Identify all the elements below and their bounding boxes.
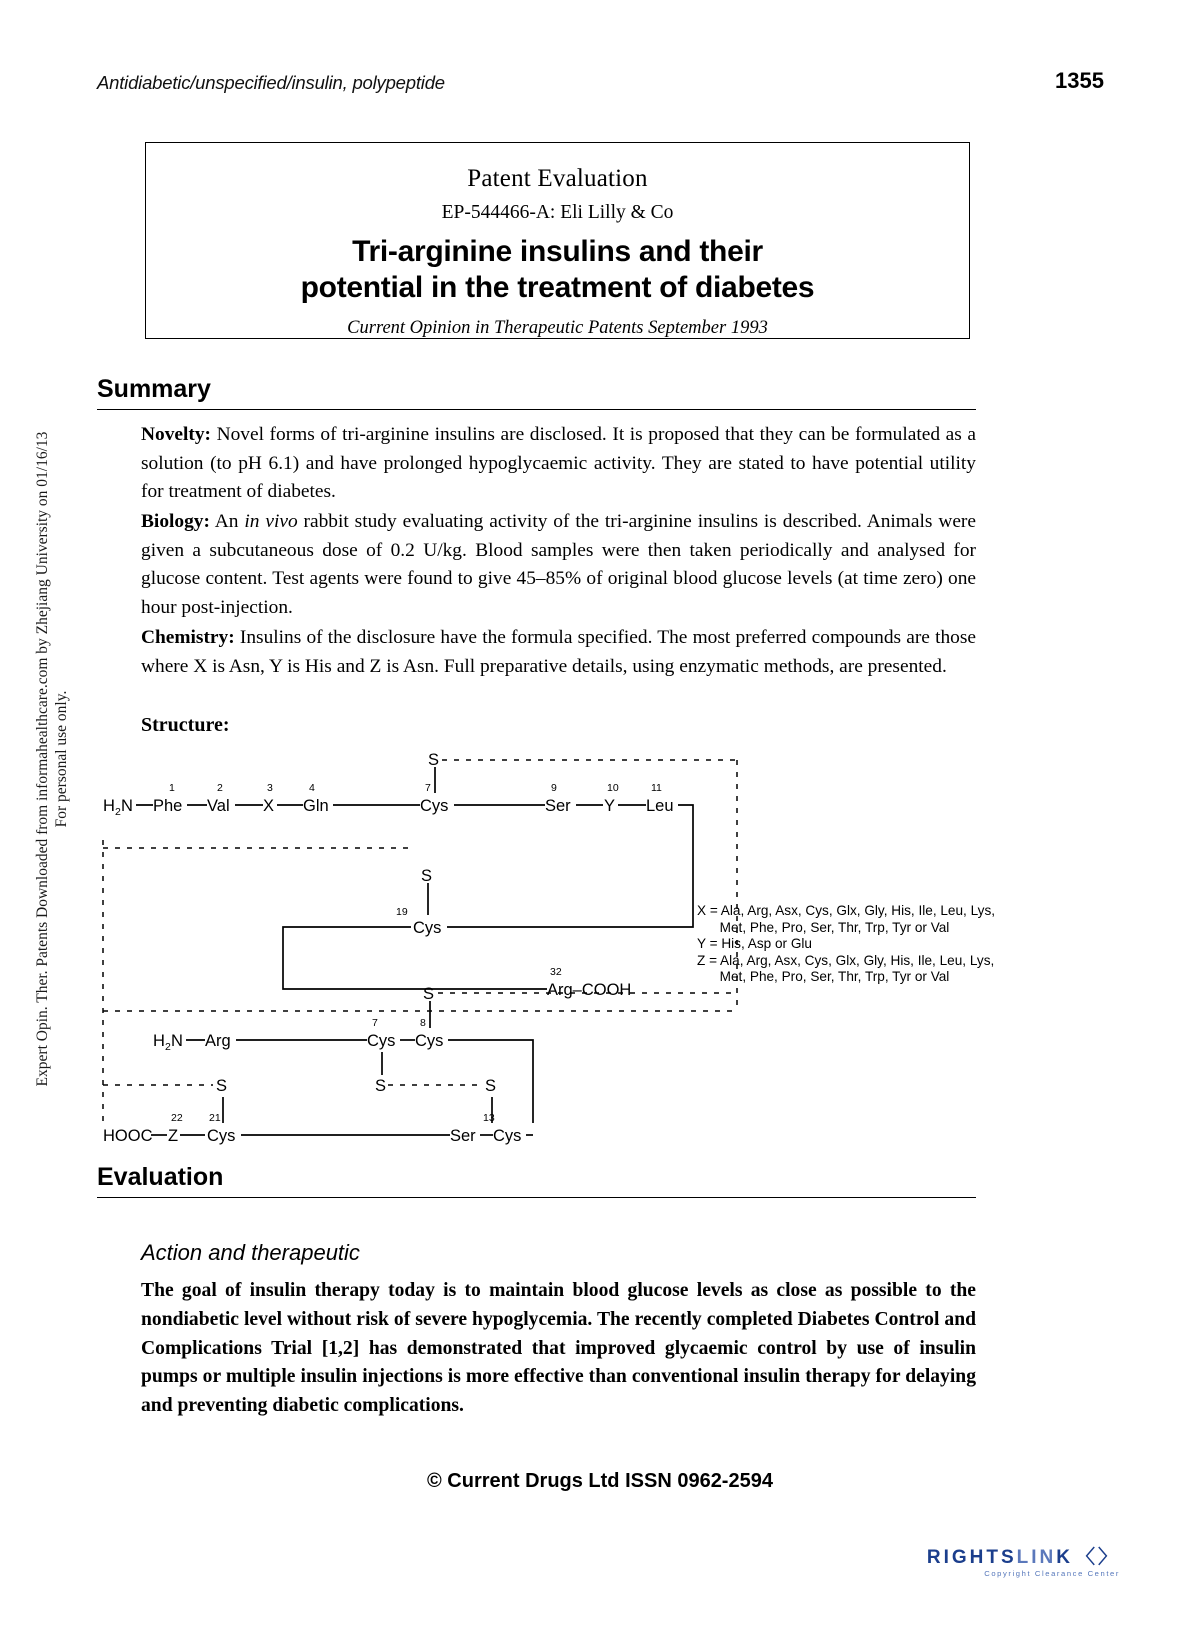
summary-rule: [97, 409, 976, 410]
residue-cys-b21: Cys: [207, 1127, 236, 1145]
rightslink-wordmark: [927, 1548, 1120, 1567]
residue-cys-b13: Cys: [493, 1127, 522, 1145]
legend-x-line2: Met, Phe, Pro, Ser, Thr, Trp, Tyr or Val: [697, 919, 950, 935]
legend-z-line1: Z = Ala, Arg, Asx, Cys, Glx, Gly, His, Ile, Leu, Lys,: [697, 952, 995, 968]
residue-num-9: 9: [551, 782, 557, 794]
chemistry-label: Chemistry:: [141, 627, 235, 648]
residue-cys-a7: Cys: [420, 797, 449, 815]
running-head: Antidiabetic/unspecified/insulin, polypeptide: [97, 72, 445, 93]
biology-text-a: An: [209, 511, 245, 532]
structure-legend: [697, 903, 995, 986]
residue-gln: Gln: [303, 797, 329, 815]
residue-num-32: 32: [550, 966, 562, 978]
chain-a-n-terminus-sub: 2: [115, 806, 121, 818]
residue-num-19: 19: [396, 906, 408, 918]
residue-cys-b8: Cys: [415, 1032, 444, 1050]
patent-title: [146, 234, 969, 306]
novelty-text: Novel forms of tri-arginine insulins are disclosed. It is proposed that they can be formulated as a solution (to pH 6.1) and have prolonged hypoglycaemic activity. They are stated to have potential utility for treatment of diabetes.: [141, 424, 976, 503]
rightslink-word-light: LIN: [1016, 1547, 1057, 1568]
action-and-therapeutic-subhead: Action and therapeutic: [141, 1240, 360, 1265]
residue-ser-a9: Ser: [545, 797, 571, 815]
sulfur-a19: S: [421, 867, 433, 885]
residue-num-13: 13: [483, 1112, 495, 1124]
copyright-footer: © Current Drugs Ltd ISSN 0962-2594: [427, 1470, 773, 1492]
evaluation-body-paragraph: The goal of insulin therapy today is to maintain blood glucose levels as close as possible to the nondiabetic level without risk of severe hypoglycemia. The recently completed Diabetes Control and Complications Trial [1,2] has demonstrated that improved glycaemic control by use of insulin pumps or multiple insulin injections is more effective than conventional insulin therapy for delaying and preventing diabetic complications.: [141, 1280, 976, 1417]
biology-italic-term: in vivo: [244, 511, 298, 532]
residue-arg-b1: Arg: [205, 1032, 231, 1050]
residue-y: Y: [604, 797, 616, 815]
rightslink-subtitle: Copyright Clearance Center: [984, 1569, 1120, 1578]
patent-evaluation-kicker: Patent Evaluation: [467, 165, 648, 192]
download-watermark-line2: For personal use only.: [53, 690, 70, 828]
residue-ser-b: Ser: [450, 1127, 476, 1145]
residue-num-3: 3: [267, 782, 273, 794]
residue-phe: Phe: [153, 797, 183, 815]
evaluation-rule: [97, 1197, 976, 1198]
evaluation-heading: Evaluation: [97, 1163, 224, 1191]
summary-heading: Summary: [97, 375, 211, 403]
patent-title-line1: Tri-arginine insulins and their: [352, 235, 763, 268]
residue-cys-a19: Cys: [413, 919, 442, 937]
chain-b-c-terminus: HOOC: [103, 1127, 153, 1145]
sulfur-b8: S: [423, 985, 435, 1003]
novelty-paragraph: [141, 421, 976, 507]
biology-label: Biology:: [141, 511, 210, 532]
residue-num-11: 11: [651, 782, 662, 794]
novelty-label: Novelty:: [141, 424, 211, 445]
residue-num-4: 4: [309, 782, 315, 794]
download-watermark-line1: Expert Opin. Ther. Patents Downloaded from informahealthcare.com by Zhejiang University on 01/16/13: [34, 431, 51, 1087]
residue-num-b7: 7: [372, 1017, 378, 1029]
legend-z-line2: Met, Phe, Pro, Ser, Thr, Trp, Tyr or Val: [697, 969, 950, 984]
chain-a-n-terminus: H: [103, 797, 115, 815]
patent-number-assignee: EP-544466-A: Eli Lilly & Co: [441, 202, 674, 223]
journal-citation: Current Opinion in Therapeutic Patents September 1993: [347, 318, 768, 338]
download-watermark: [33, 389, 71, 1129]
residue-val: Val: [207, 797, 230, 815]
residue-num-2: 2: [217, 782, 223, 794]
residue-num-7: 7: [425, 782, 431, 794]
residue-x: X: [263, 797, 275, 815]
residue-num-21: 21: [209, 1112, 221, 1124]
page-number: 1355: [1055, 68, 1104, 93]
sulfur-b13: S: [485, 1077, 497, 1095]
biology-paragraph: [141, 508, 976, 622]
structure-label: Structure:: [141, 714, 230, 736]
sulfur-b7: S: [375, 1077, 387, 1095]
residue-cys-b7: Cys: [367, 1032, 396, 1050]
biology-text-b: rabbit study evaluating activity of the tri-arginine insulins is described. Animals were given a subcutaneous dose of 0.2 U/kg. Blood samples were then taken periodically and analysed for glucose content. Test agents were found to give 45–85% of original blood glucose levels (at time zero) one hour post-injection.: [141, 511, 976, 618]
patent-title-box: [145, 142, 970, 339]
residue-z: Z: [168, 1127, 179, 1145]
residue-num-1: 1: [169, 782, 175, 794]
chemistry-paragraph: [141, 624, 976, 681]
chain-b-n-terminus-n: N: [171, 1032, 183, 1050]
rightslink-logo[interactable]: [927, 1548, 1120, 1578]
residue-num-b8: 8: [420, 1017, 426, 1029]
residue-arg32-cooh: Arg–COOH: [547, 981, 632, 999]
rightslink-word-k: K: [1056, 1547, 1073, 1568]
chemistry-text: Insulins of the disclosure have the formula specified. The most preferred compounds are those where X is Asn, Y is His and Z is Asn. Full preparative details, using enzymatic methods, are presented.: [141, 627, 976, 677]
sulfur-a7: S: [428, 751, 440, 769]
chain-a-n-terminus-n: N: [121, 797, 133, 815]
legend-x-line1: X = Ala, Arg, Asx, Cys, Glx, Gly, His, Ile, Leu, Lys,: [697, 903, 996, 918]
residue-num-22: 22: [171, 1112, 183, 1124]
sulfur-b21: S: [216, 1077, 228, 1095]
residue-leu-a11: Leu: [646, 797, 674, 815]
residue-num-10: 10: [607, 782, 619, 794]
legend-y-line: Y = His, Asp or Glu: [697, 936, 812, 951]
chain-b-n-terminus-sub: 2: [165, 1041, 171, 1053]
chain-b-n-terminus: H: [153, 1032, 165, 1050]
patent-title-line2: potential in the treatment of diabetes: [300, 271, 815, 304]
rightslink-arrows-icon: 〈〉: [1075, 1547, 1120, 1568]
rightslink-word-dark: RIGHTS: [926, 1547, 1017, 1568]
